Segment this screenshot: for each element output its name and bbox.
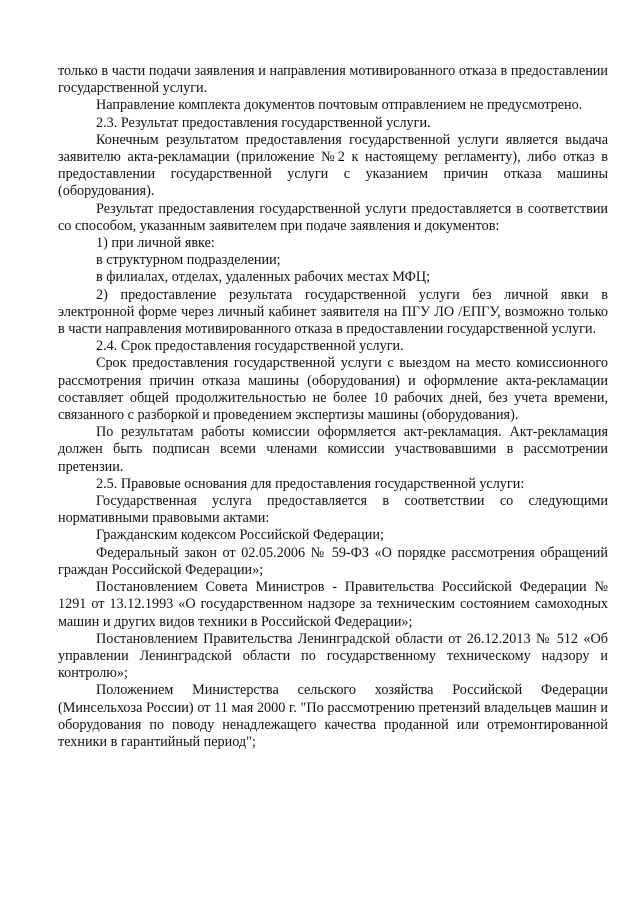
document-paragraph: Направление комплекта документов почтовым отправлением не предусмотрено. (96, 97, 583, 114)
document-paragraph: Федеральный закон от 02.05.2006 № 59-ФЗ «О порядке рассмотрения обращений граждан Российской Федерации»; (58, 544, 608, 578)
document-paragraph: По результатам работы комиссии оформляется акт-рекламация. Акт-рекламация должен быть подписан всеми членами комиссии участвовавшими в рассмотрении претензии. (58, 424, 608, 475)
document-paragraph: 2.5. Правовые основания для предоставления государственной услуги: (96, 475, 525, 492)
document-paragraph: Результат предоставления государственной услуги предоставляется в соответствии со способом, указанным заявителем при подаче заявления и документов: (58, 200, 608, 234)
document-body (58, 63, 608, 751)
document-paragraph: 1) при личной явке: (96, 235, 215, 252)
document-paragraph: в филиалах, отделах, удаленных рабочих местах МФЦ; (96, 269, 431, 286)
document-paragraph: только в части подачи заявления и направления мотивированного отказа в предоставлении государственной услуги. (58, 63, 608, 97)
document-paragraph: Государственная услуга предоставляется в соответствии со следующими нормативными правовыми актами: (58, 493, 608, 527)
document-paragraph: 2) предоставление результата государственной услуги без личной явки в электронной форме через личный кабинет заявителя на ПГУ ЛО /ЕПГУ, возможно только в части направления мотивированного отказа в предоставлении государственной услуги. (58, 286, 608, 338)
document-paragraph: 2.3. Результат предоставления государственной услуги. (96, 114, 431, 131)
document-paragraph: 2.4. Срок предоставления государственной услуги. (96, 338, 404, 355)
document-paragraph: Положением Министерства сельского хозяйства Российской Федерации (Минсельхоза России) от 11 мая 2000 г. "По рассмотрению претензий владельцев машин и оборудования по поводу ненадлежащего качества проданной или отремонтированной техники в гарантийный период"; (58, 682, 608, 750)
document-paragraph: Конечным результатом предоставления государственной услуги является выдача заявителю акта-рекламации (приложение №2 к настоящему регламенту), либо отказ в предоставлении государственной услуги с указанием причин отказа машины (оборудования). (58, 131, 608, 200)
document-paragraph: в структурном подразделении; (96, 252, 281, 269)
document-paragraph: Постановлением Совета Министров - Правительства Российской Федерации № 1291 от 13.12.1993 «О государственном надзоре за техническим состоянием самоходных машин и других видов техники в Российской Федерации»; (58, 579, 608, 630)
document-paragraph: Гражданским кодексом Российской Федерации; (96, 527, 384, 544)
document-paragraph: Срок предоставления государственной услуги с выездом на место комиссионного рассмотрения причин отказа машины (оборудования) и оформление акта-рекламации составляет общей продолжительностью не более 10 рабочих дней, без учета времени, связанного с разборкой и проведением экспертизы машины (оборудования). (58, 355, 608, 424)
document-paragraph: Постановлением Правительства Ленинградской области от 26.12.2013 № 512 «Об управлении Ленинградской области по государственному техническому надзору и контролю»; (58, 630, 608, 682)
